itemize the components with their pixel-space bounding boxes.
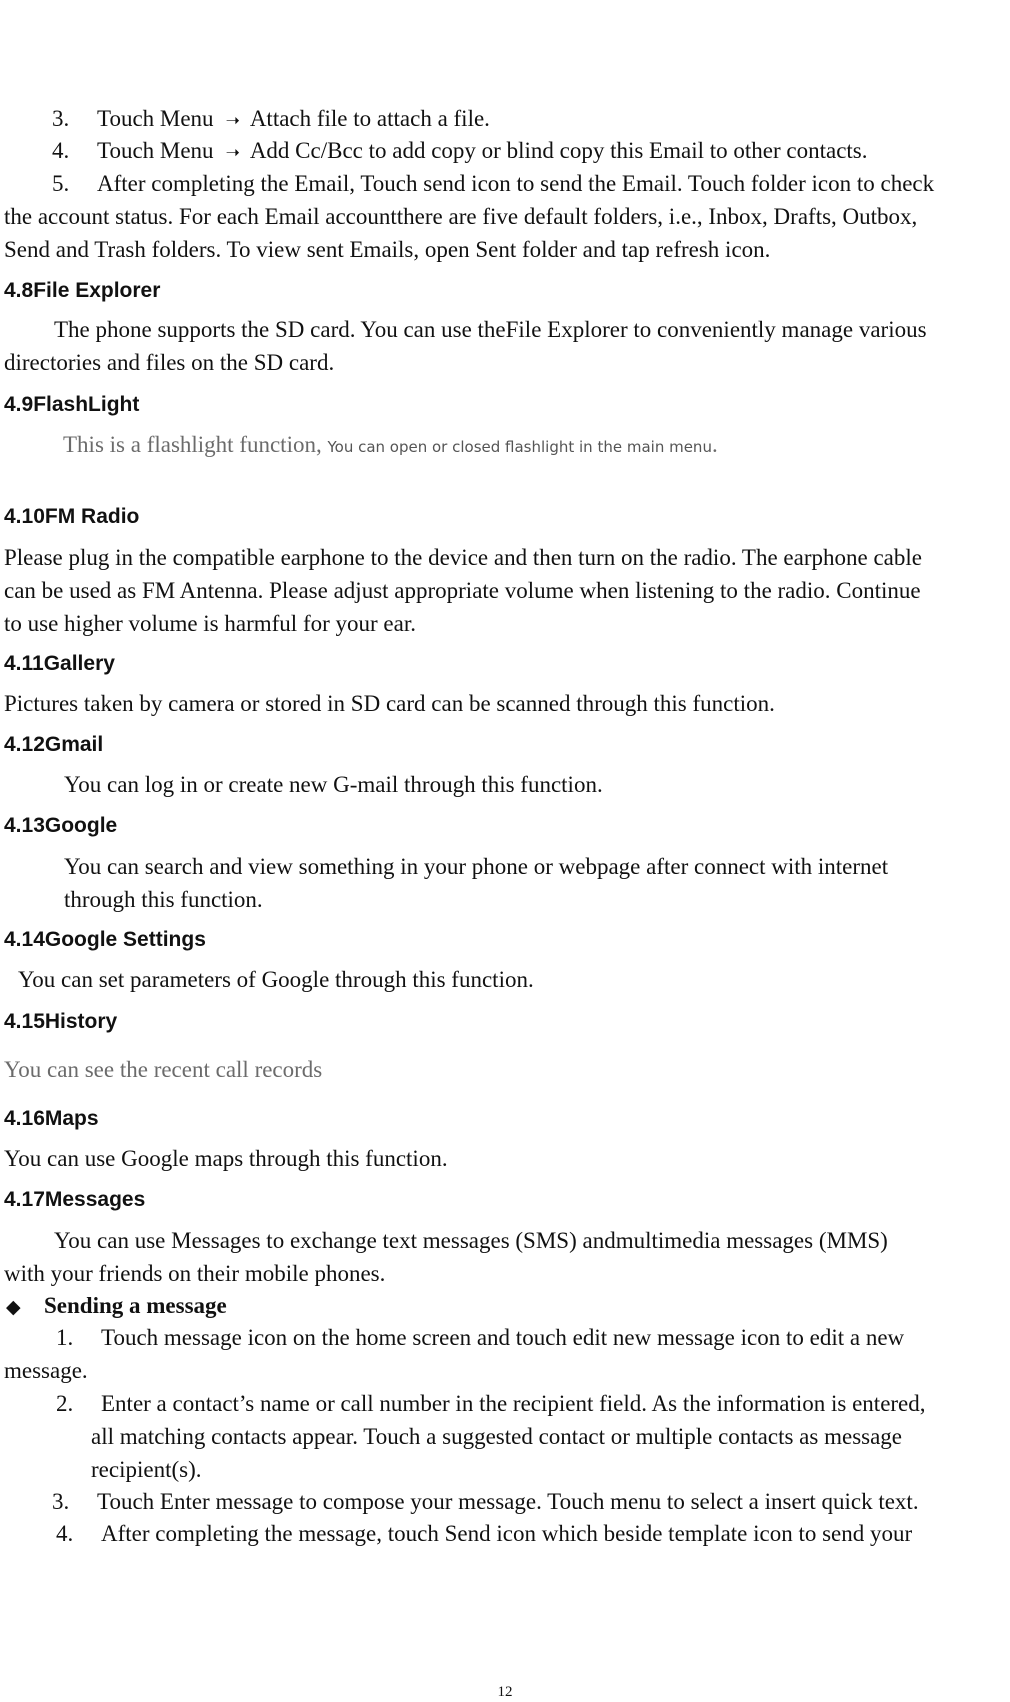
file-explorer-line-1: The phone supports the SD card. You can use theFile Explorer to conveniently manage various: [54, 317, 927, 342]
section-heading-gmail: 4.12Gmail: [4, 733, 104, 756]
section-heading-file-explorer: 4.8File Explorer: [4, 279, 161, 302]
section-heading-flashlight: 4.9FlashLight: [4, 393, 140, 416]
arrow-right-icon: ➝: [225, 143, 240, 163]
email-step-5-line-2: the account status. For each Email accountthere are five default folders, i.e., Inbox, Drafts, Outbox,: [4, 204, 918, 229]
sending-message-bullet: [4, 1290, 227, 1323]
message-step-2-line-2: all matching contacts appear. Touch a suggested contact or multiple contacts as message: [91, 1424, 903, 1449]
message-step-2-number: 2.: [56, 1391, 74, 1416]
message-step-4: [4, 1518, 1006, 1551]
section-heading-fm-radio: 4.10FM Radio: [4, 505, 140, 528]
gmail-text: You can log in or create new G-mail through this function.: [64, 772, 603, 797]
sending-message-title: Sending a message: [44, 1293, 227, 1318]
email-step-4-number: 4.: [52, 138, 70, 163]
message-step-3: [52, 1486, 919, 1518]
section-heading-google-settings: 4.14Google Settings: [4, 928, 206, 951]
flashlight-text: [63, 429, 718, 463]
fm-radio-line-2: can be used as FM Antenna. Please adjust appropriate volume when listening to the radio. Continue: [4, 578, 921, 603]
message-step-3-text: Touch Enter message to compose your message. Touch menu to select a insert quick text.: [97, 1489, 919, 1514]
fm-radio-line-1: Please plug in the compatible earphone to the device and then turn on the radio. The earphone cable: [4, 545, 922, 570]
email-step-4-text: Add Cc/Bcc to add copy or blind copy this Email to other contacts.: [249, 138, 868, 163]
section-heading-google: 4.13Google: [4, 814, 118, 837]
fm-radio-line-3: to use higher volume is harmful for your ear.: [4, 611, 416, 636]
maps-text: You can use Google maps through this function.: [4, 1146, 448, 1171]
message-step-1-line-1: [4, 1322, 1006, 1355]
message-step-2-line-1: [4, 1388, 1006, 1421]
email-step-3-number: 3.: [52, 106, 70, 131]
email-step-4: [52, 135, 868, 169]
flashlight-text-main: This is a flashlight function,: [63, 432, 322, 457]
messages-line-2: with your friends on their mobile phones.: [4, 1261, 386, 1286]
history-text: You can see the recent call records: [4, 1057, 323, 1082]
gallery-text: Pictures taken by camera or stored in SD card can be scanned through this function.: [4, 691, 775, 716]
arrow-right-icon: ➝: [225, 111, 240, 131]
section-heading-maps: 4.16Maps: [4, 1107, 99, 1130]
page-number: 12: [497, 1684, 513, 1700]
message-step-3-number: 3.: [52, 1489, 70, 1514]
google-line-2: through this function.: [64, 887, 263, 912]
file-explorer-line-2: directories and files on the SD card.: [4, 350, 335, 375]
message-step-1-number: 1.: [56, 1325, 74, 1350]
message-step-1-line-2: message.: [4, 1358, 88, 1383]
email-step-5-line-1: [4, 168, 1006, 201]
message-step-4-text: After completing the message, touch Send icon which beside template icon to send your: [101, 1521, 913, 1546]
email-step-3-menu: Touch Menu: [97, 106, 214, 131]
flashlight-text-end: .: [711, 432, 718, 457]
google-settings-text: You can set parameters of Google through this function.: [18, 967, 534, 992]
google-line-1: You can search and view something in your phone or webpage after connect with internet: [64, 854, 889, 879]
email-step-5-text-1: After completing the Email, Touch send icon to send the Email. Touch folder icon to check: [97, 171, 935, 196]
message-step-2-line-3: recipient(s).: [91, 1457, 202, 1482]
email-step-3-text: Attach file to attach a file.: [249, 106, 490, 131]
section-heading-history: 4.15History: [4, 1010, 118, 1033]
email-step-3: [52, 103, 490, 137]
email-step-5-line-3: Send and Trash folders. To view sent Emails, open Sent folder and tap refresh icon.: [4, 237, 771, 262]
message-step-4-number: 4.: [56, 1521, 74, 1546]
diamond-bullet-icon: ◆: [6, 1296, 21, 1318]
flashlight-text-small: You can open or closed flashlight in the main menu: [327, 438, 712, 456]
messages-line-1: You can use Messages to exchange text messages (SMS) andmultimedia messages (MMS): [54, 1228, 888, 1253]
message-step-2-text-1: Enter a contact’s name or call number in the recipient field. As the information is entered,: [101, 1391, 926, 1416]
email-step-4-menu: Touch Menu: [97, 138, 214, 163]
section-heading-messages: 4.17Messages: [4, 1188, 146, 1211]
message-step-1-text-1: Touch message icon on the home screen and touch edit new message icon to edit a new: [101, 1325, 905, 1350]
email-step-5-number: 5.: [52, 171, 70, 196]
section-heading-gallery: 4.11Gallery: [4, 652, 115, 675]
